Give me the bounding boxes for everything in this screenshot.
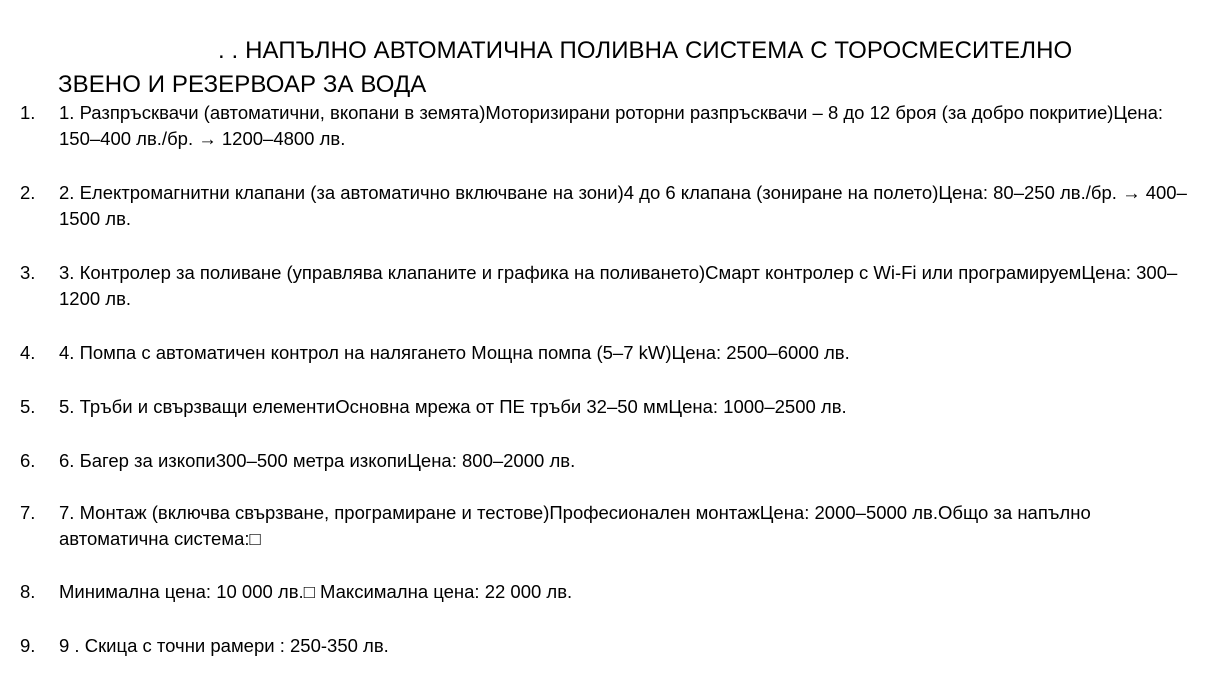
list-item-text: 7. Монтаж (включва свързване, програмиране и тестове)Професионален монтажЦена: 2000–5000 лв.Общо за напълно автоматична система:□ bbox=[59, 502, 1091, 549]
list-item-number: 5. bbox=[20, 396, 36, 417]
list-item-number: 2. bbox=[20, 182, 36, 203]
list-item-text: 4. Помпа с автоматичен контрол на налягането Мощна помпа (5–7 kW)Цена: 2500–6000 лв. bbox=[59, 342, 850, 363]
list-item-number: 7. bbox=[20, 502, 36, 523]
list-item-text: 3. Контролер за поливане (управлява клапаните и графика на поливането)Смарт контролер с Wi-Fi или програмируемЦена: 300–1200 лв. bbox=[59, 262, 1178, 309]
list-item-text: 5. Тръби и свързващи елементиОсновна мрежа от ПЕ тръби 32–50 ммЦена: 1000–2500 лв. bbox=[59, 396, 847, 417]
list-item-text: 9 . Скица с точни рамери : 250-350 лв. bbox=[59, 635, 389, 656]
list-item-number: 9. bbox=[20, 635, 36, 656]
list-item-text: 6. Багер за изкопи300–500 метра изкопиЦена: 800–2000 лв. bbox=[59, 450, 576, 471]
list-item-number: 1. bbox=[20, 102, 36, 123]
list-item-number: 8. bbox=[20, 581, 36, 602]
list-item-text: Минимална цена: 10 000 лв.□ Максимална цена: 22 000 лв. bbox=[59, 581, 573, 602]
document-title: . . НАПЪЛНО АВТОМАТИЧНА ПОЛИВНА СИСТЕМА С ТОРОСМЕСИТЕЛНО ЗВЕНО И РЕЗЕРВОАР ЗА ВОДА bbox=[58, 37, 1073, 98]
list-item-number: 6. bbox=[20, 450, 36, 471]
list-item-text: 1. Разпръсквачи (автоматични, вкопани в земята)Моторизирани роторни разпръсквачи – 8 до 12 броя (за добро покритие)Цена: 150–400 лв./бр. → 1200–4800 лв. bbox=[59, 102, 1164, 149]
list-item-text: 2. Електромагнитни клапани (за автоматично включване на зони)4 до 6 клапана (зониране на полето)Цена: 80–250 лв./бр. → 400–1500 лв. bbox=[59, 182, 1187, 229]
list-item-number: 4. bbox=[20, 342, 36, 363]
list-item-number: 3. bbox=[20, 262, 36, 283]
